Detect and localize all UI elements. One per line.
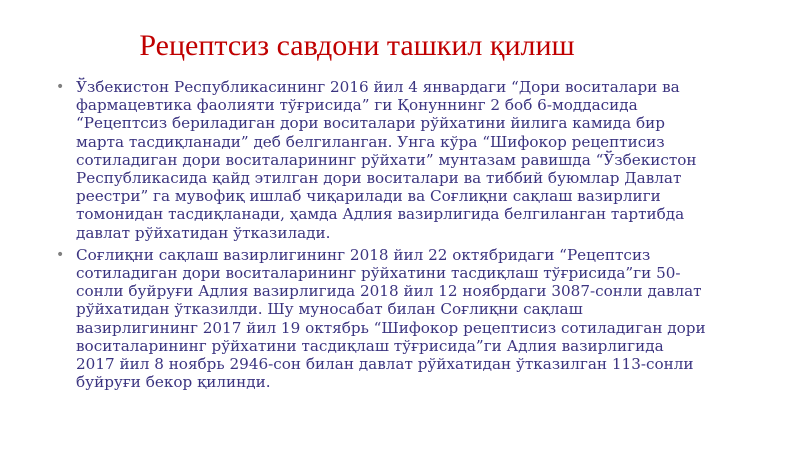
bullet-text	[76, 246, 746, 392]
bullet-icon: •	[56, 246, 65, 263]
bullet-item-2	[56, 246, 746, 392]
bullet-item-1	[56, 78, 746, 242]
text-line: Республикасида қайд этилган дори воситалари ва тиббий буюмлар Давлат	[76, 169, 682, 188]
text-line: реестри” га мувофиқ ишлаб чиқарилади ва Соғлиқни сақлаш вазирлиги	[76, 187, 661, 206]
text-line: Соғлиқни сақлаш вазирлигининг 2018 йил 22 октябридаги “Рецептсиз	[76, 245, 651, 264]
bullet-list	[56, 78, 746, 395]
text-line: буйруғи бекор қилинди.	[76, 373, 271, 392]
text-line: 2017 йил 8 ноябрь 2946-сон билан давлат рўйхатидан ўтказилган 113-сонли	[76, 355, 694, 374]
bullet-icon: •	[56, 79, 65, 95]
bullet-text	[76, 78, 746, 242]
text-line: сотиладиган дори воситаларининг рўйхати” мунтазам равишда “Ўзбекистон	[76, 150, 697, 169]
text-line: сонли буйруғи Адлия вазирлигида 2018 йил 12 ноябрдаги 3087-сонли давлат	[76, 282, 702, 301]
text-line: сотиладиган дори воситаларининг рўйхатини тасдиқлаш тўғрисида”ги 50-	[76, 264, 681, 283]
slide-title: Рецептсиз савдони ташкил қилиш	[139, 29, 575, 62]
text-line: томонидан тасдиқланади, ҳамда Адлия вазирлигида белгиланган тартибда	[76, 205, 685, 224]
text-line: рўйхатидан ўтказилди. Шу муносабат билан Соғлиқни сақлаш	[76, 300, 583, 319]
text-line: марта тасдиқланади” деб белгиланган. Унга кўра “Шифокор рецептисиз	[76, 132, 665, 151]
text-line: фармацевтика фаолияти тўғрисида” ги Қонуннинг 2 боб 6-моддасида	[76, 96, 638, 115]
text-line: воситаларининг рўйхатини тасдиқлаш тўғрисида”ги Адлия вазирлигида	[76, 336, 664, 355]
text-line: вазирлигининг 2017 йил 19 октябрь “Шифокор рецептисиз сотиладиган дори	[76, 318, 706, 337]
text-line: давлат рўйхатидан ўтказилади.	[76, 223, 331, 242]
text-line: Ўзбекистон Республикасининг 2016 йил 4 январдаги “Дори воситалари ва	[76, 78, 680, 96]
text-line: “Рецептсиз бериладиган дори воситалари рўйхатини йилига камида бир	[76, 114, 665, 133]
